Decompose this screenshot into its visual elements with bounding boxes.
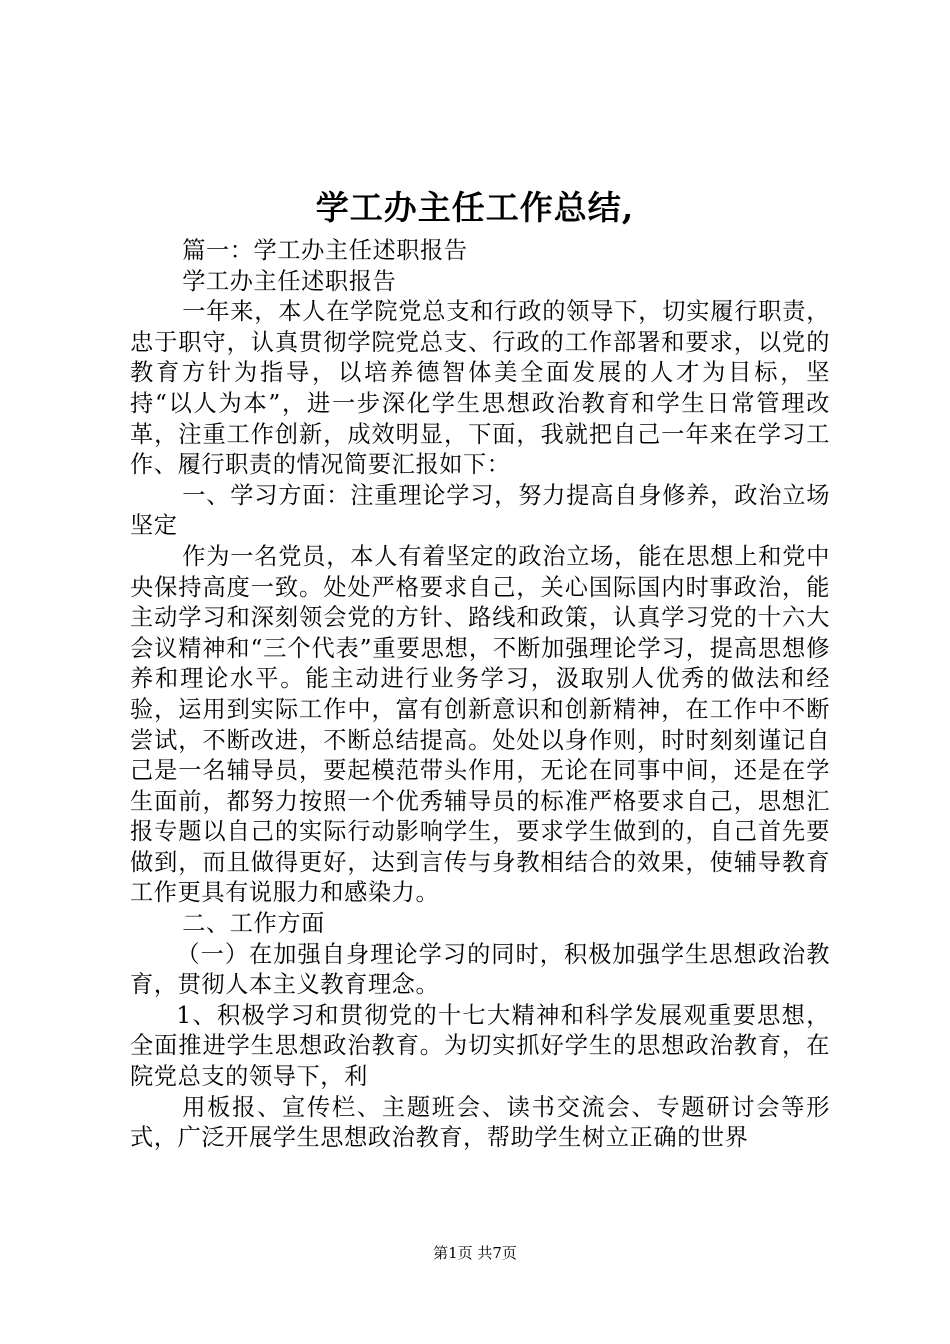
paragraph-item-one: 1、积极学习和贯彻党的十七大精神和科学发展观重要思想，全面推进学生思想政治教育。为切实抓好学生的思想政治教育，在院党总支的领导下，利	[130, 1001, 830, 1091]
paragraph-subsection-one: （一）在加强自身理论学习的同时，积极加强学生思想政治教育，贯彻人本主义教育理念。	[130, 940, 830, 999]
paragraph-report-title: 学工办主任述职报告	[182, 267, 397, 295]
paragraph-section-two-heading: 二、工作方面	[182, 910, 325, 938]
paragraph-chapter-heading: 篇一：学工办主任述职报告	[182, 237, 468, 264]
paragraph-intro: 一年来，本人在学院党总支和行政的领导下，切实履行职责，忠于职守，认真贯彻学院党总支、行政的工作部署和要求，以党的教育方针为指导，以培养德智体美全面发展的人才为目标，坚持“以人为本”，进一步深化学生思想政治教育和学生日常管理改革，注重工作创新，成效明显，下面，我就把自己一年来在学习工作、履行职责的情况简要汇报如下：	[130, 298, 830, 479]
paragraph-section-one-heading: 一、学习方面：注重理论学习，努力提高自身修养，政治立场坚定	[130, 481, 830, 540]
paragraph-section-one-body: 作为一名党员，本人有着坚定的政治立场，能在思想上和党中央保持高度一致。处处严格要求自己，关心国际国内时事政治，能主动学习和深刻领会党的方针、路线和政策，认真学习党的十六大会议精神和“三个代表”重要思想，不断加强理论学习，提高思想修养和理论水平。能主动进行业务学习，汲取别人优秀的做法和经验，运用到实际工作中，富有创新意识和创新精神，在工作中不断尝试，不断改进，不断总结提高。处处以身作则，时时刻刻谨记自己是一名辅导员，要起模范带头作用，无论在同事中间，还是在学生面前，都努力按照一个优秀辅导员的标准严格要求自己，思想汇报专题以自己的实际行动影响学生，要求学生做到的，自己首先要做到，而且做得更好，达到言传与身教相结合的效果，使辅导教育工作更具有说服力和感染力。	[130, 542, 830, 907]
paragraph-item-one-continued: 用板报、宣传栏、主题班会、读书交流会、专题研讨会等形式，广泛开展学生思想政治教育，帮助学生树立正确的世界	[130, 1093, 830, 1152]
page-footer: 第1页 共7页	[433, 1244, 517, 1262]
page-title: 学工办主任工作总结,	[315, 188, 635, 227]
document-body	[130, 236, 830, 1154]
